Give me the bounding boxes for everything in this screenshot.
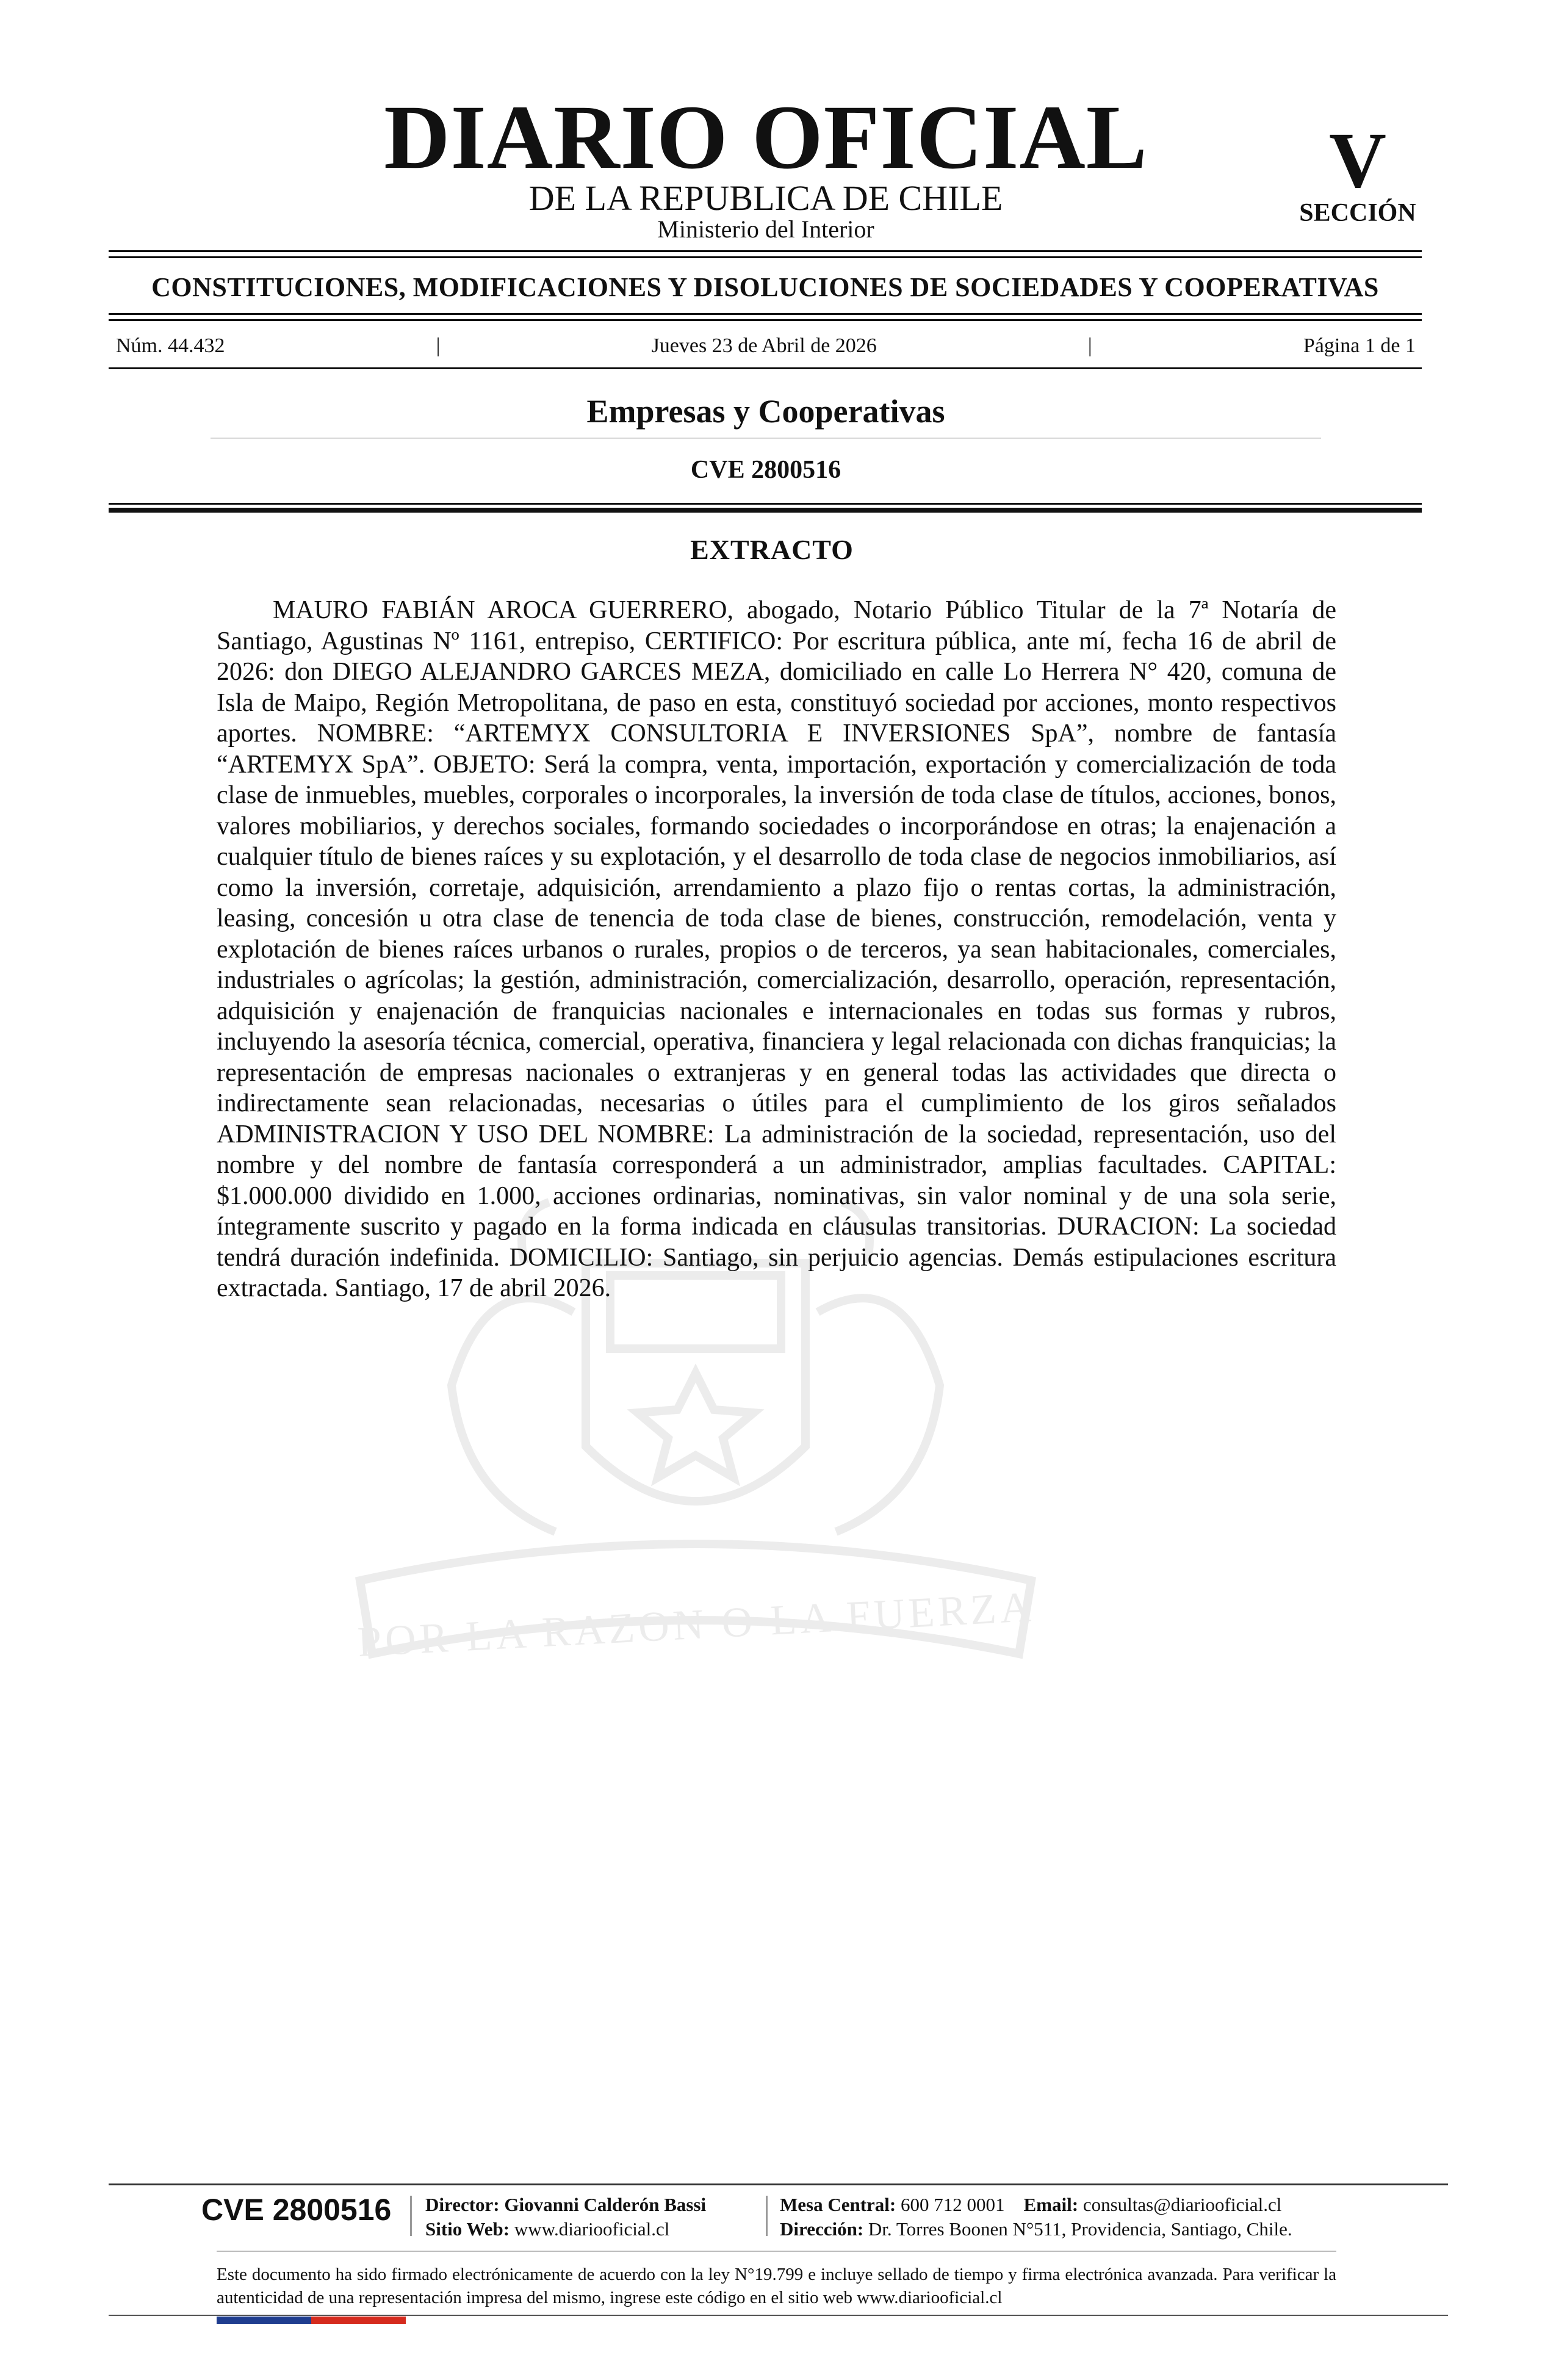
divider — [109, 256, 1422, 258]
divider — [109, 508, 1422, 513]
section-title: Empresas y Cooperativas — [586, 393, 945, 430]
address-label: Dirección: — [780, 2218, 864, 2240]
divider — [109, 313, 1422, 315]
section-letter: V — [1329, 117, 1386, 204]
watermark-motto: POR LA RAZON O LA FUERZA — [356, 1583, 1036, 1666]
extracto-body: MAURO FABIÁN AROCA GUERRERO, abogado, Notario Público Titular de la 7ª Notaría de Santiago, Agustinas Nº 1161, entrepiso, CERTIFICO: Por escritura pública, ante mí, fecha 16 de abril de 2026: don DIEGO ALEJANDRO GARCES MEZA, domiciliado en calle Lo Herrera N° 420, comuna de Isla de Maipo, Región Metropolitana, de paso en esta, constituyó sociedad por acciones, monto respectivos aportes. NOMBRE: “ARTEMYX CONSULTORIA E INVERSIONES SpA”, nombre de fantasía “ARTEMYX SpA”. OBJETO: Será la compra, venta, importación, exportación y comercialización de toda clase de inmuebles, muebles, corporales o incorporales, la inversión de toda clase de títulos, acciones, bonos, valores mobiliarios, y derechos sociales, formando sociedades o incorporándose en otras; la enajenación a cualquier título de bienes raíces y su explotación, y el desarrollo de toda clase de negocios inmobiliarios, así como la inversión, corretaje, adquisición, arrendamiento a plazo fijo o rentas cortas, la administración, leasing, concesión u otra clase de tenencia de toda clase de bienes, construcción, remodelación, venta y explotación de bienes raíces urbanos o rurales, propios o de terceros, ya sean habitacionales, comerciales, industriales o agrícolas; la gestión, administración, comercialización, desarrollo, operación, representación, adquisición y enajenación de franquicias nacionales e internacionales en todas sus formas y rubros, incluyendo la asesoría técnica, comercial, operativa, financiera y legal relacionada con dichas franquicias; la representación de empresas nacionales o extranjeras y en general todas las actividades que directa o indirectamente sean relacionadas, necesarias o útiles para el cumplimiento de los giros señalados ADMINISTRACION Y USO DEL NOMBRE: La administración de la sociedad, representación, uso del nombre y del nombre de fantasía corresponderá a un administrador, amplias facultades. CAPITAL: $1.000.000 dividido en 1.000, acciones ordinarias, nominativas, sin valor nominal y de una sola serie, íntegramente suscrito y pagado en la forma indicada en cláusulas transitorias. DURACION: La sociedad tendrá duración indefinida. DOMICILIO: Santiago, sin perjuicio agencias. Demás estipulaciones escritura extractada. Santiago, 17 de abril 2026. — [217, 596, 1336, 1302]
page-indicator: Página 1 de 1 — [1303, 334, 1416, 357]
footer-divider — [109, 2315, 1448, 2316]
director-name: Giovanni Calderón Bassi — [504, 2194, 707, 2215]
masthead-subtitle: DE LA REPUBLICA DE CHILE — [528, 178, 1003, 218]
email-label: Email: — [1023, 2194, 1079, 2215]
footer-divider — [217, 2251, 1336, 2252]
divider — [109, 319, 1422, 321]
footer-cve-code: CVE 2800516 — [201, 2193, 392, 2227]
issue-number: Núm. 44.432 — [116, 334, 225, 357]
email-link[interactable]: consultas@diariooficial.cl — [1082, 2194, 1282, 2215]
section-label: SECCIÓN — [1299, 199, 1416, 227]
footer-separator — [766, 2196, 768, 2236]
website-link[interactable]: www.diariooficial.cl — [514, 2218, 670, 2240]
divider — [109, 503, 1422, 505]
footer-divider — [109, 2183, 1448, 2185]
cve-code: CVE 2800516 — [690, 456, 841, 484]
address-value: Dr. Torres Boonen N°511, Providencia, Santiago, Chile. — [868, 2218, 1292, 2240]
issue-info-bar — [116, 334, 1416, 358]
masthead-title: DIARIO OFICIAL — [384, 87, 1148, 188]
website-label: Sitio Web: — [425, 2218, 510, 2240]
section-divider — [211, 438, 1321, 439]
masthead-ministry: Ministerio del Interior — [657, 215, 874, 243]
divider — [109, 250, 1422, 252]
footer-separator — [410, 2196, 412, 2236]
extracto-title: EXTRACTO — [690, 534, 854, 565]
phone-value: 600 712 0001 — [901, 2194, 1005, 2215]
flag-stripe-red — [311, 2317, 406, 2324]
info-separator: | — [1087, 334, 1092, 357]
flag-stripe-blue — [217, 2317, 311, 2324]
phone-label: Mesa Central: — [780, 2194, 896, 2215]
section-banner: CONSTITUCIONES, MODIFICACIONES Y DISOLUCIONES DE SOCIEDADES Y COOPERATIVAS — [151, 272, 1379, 302]
footer-director-block — [425, 2193, 706, 2241]
footer-legal-notice: Este documento ha sido firmado electrónicamente de acuerdo con la ley N°19.799 e incluye sellado de tiempo y firma electrónica avanzada. Para verificar la autenticidad de una representación impresa del mismo, ingrese este código en el sitio web www.diariooficial.cl — [217, 2265, 1336, 2307]
info-separator: | — [436, 334, 441, 357]
issue-date: Jueves 23 de Abril de 2026 — [651, 334, 877, 357]
director-label: Director: — [425, 2194, 500, 2215]
divider — [109, 367, 1422, 369]
footer-contact-block — [780, 2193, 1292, 2241]
